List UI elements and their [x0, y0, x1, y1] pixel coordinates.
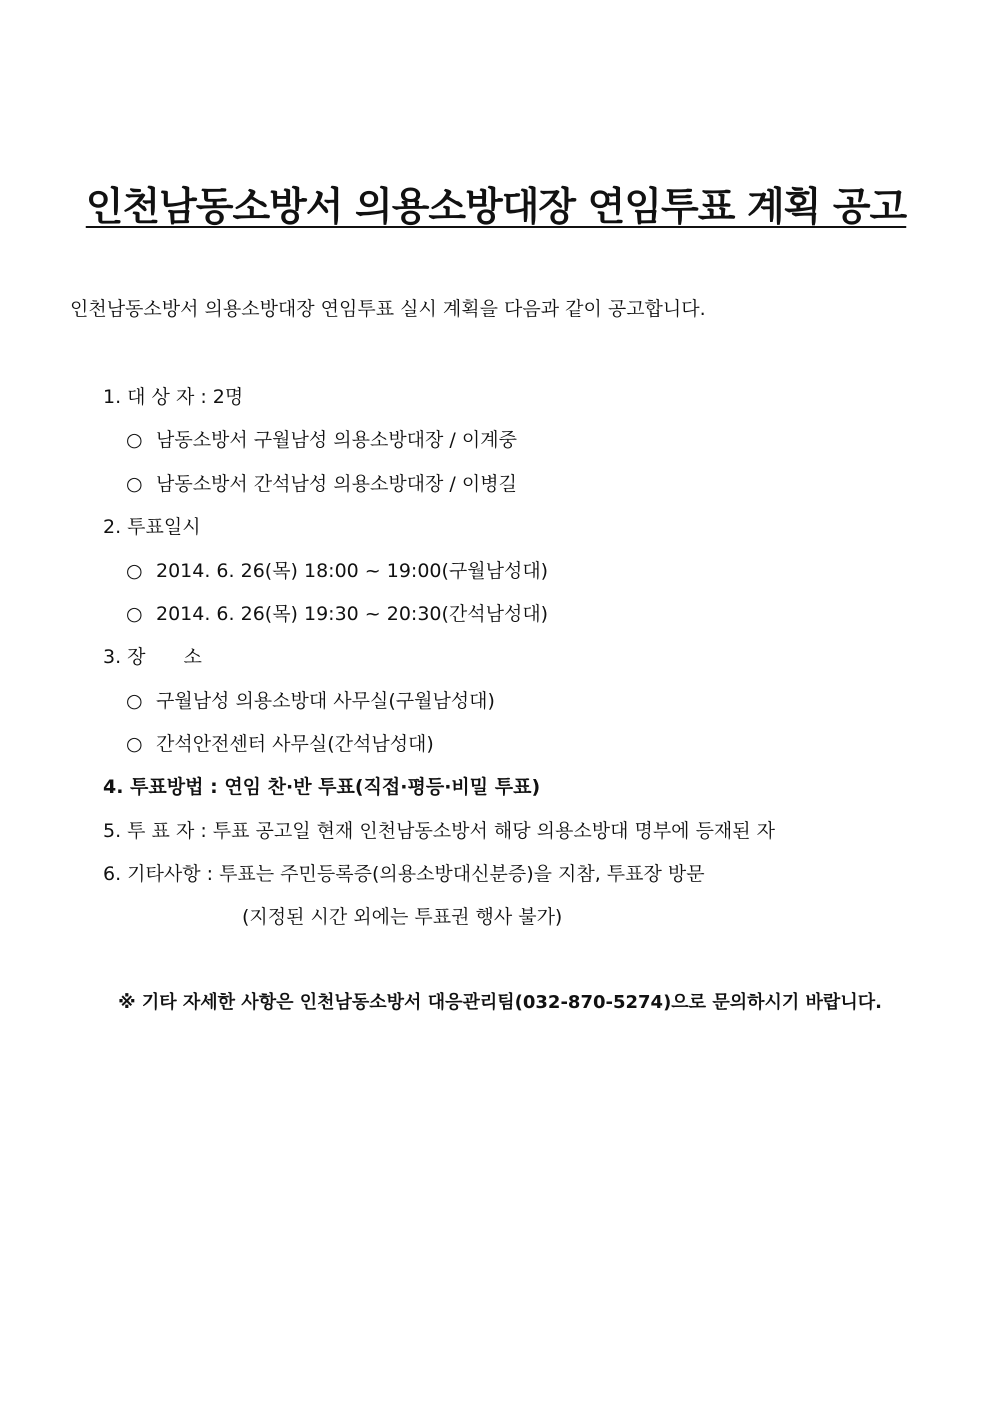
contact-note: ※ 기타 자세한 사항은 인천남동소방서 대응관리팀(032-870-5274)으로 문의하시기 바랍니다. — [118, 992, 882, 1013]
section-3-item — [126, 729, 434, 759]
circle-bullet-icon: ○ — [126, 560, 143, 582]
document-title: 인천남동소방서 의용소방대장 연임투표 계획 공고 — [85, 185, 907, 230]
section-2-item-text: 2014. 6. 26(목) 19:30 ~ 20:30(간석남성대) — [156, 603, 549, 625]
section-1-value: 2명 — [212, 386, 244, 408]
section-2-date — [103, 512, 201, 542]
intro-paragraph: 인천남동소방서 의용소방대장 연임투표 실시 계획을 다음과 같이 공고합니다. — [70, 298, 706, 320]
section-2-item-text: 2014. 6. 26(목) 18:00 ~ 19:00(구월남성대) — [156, 560, 549, 582]
circle-bullet-icon: ○ — [126, 473, 143, 495]
section-6-value: 투표는 주민등록증(의용소방대신분증)을 지참, 투표장 방문 — [219, 863, 705, 885]
section-3-item — [126, 686, 495, 716]
section-1-label: 1. 대 상 자 : — [103, 386, 207, 408]
circle-bullet-icon: ○ — [126, 690, 143, 712]
section-3-item-text: 구월남성 의용소방대 사무실(구월남성대) — [156, 690, 495, 712]
section-4-value: 연임 찬·반 투표(직접·평등·비밀 투표) — [224, 776, 541, 798]
circle-bullet-icon: ○ — [126, 603, 143, 625]
section-2-item — [126, 556, 548, 586]
section-1-item — [126, 469, 517, 499]
section-6-label: 6. 기타사항 : — [103, 863, 214, 885]
section-6-other — [103, 859, 705, 889]
section-1-item-text: 남동소방서 구월남성 의용소방대장 / 이계중 — [156, 429, 517, 451]
section-5-label: 5. 투 표 자 : — [103, 820, 207, 842]
section-3-label: 3. 장 소 — [103, 646, 202, 668]
section-3-place — [103, 642, 202, 672]
section-6-continuation: (지정된 시간 외에는 투표권 행사 불가) — [242, 906, 563, 928]
section-1-item-text: 남동소방서 간석남성 의용소방대장 / 이병길 — [156, 473, 517, 495]
section-1-item — [126, 425, 517, 455]
section-3-item-text: 간석안전센터 사무실(간석남성대) — [156, 733, 434, 755]
section-4-method — [103, 772, 540, 802]
section-4-label: 4. 투표방법 : — [103, 776, 218, 798]
section-5-value: 투표 공고일 현재 인천남동소방서 해당 의용소방대 명부에 등재된 자 — [212, 820, 776, 842]
section-1-target — [103, 382, 243, 412]
circle-bullet-icon: ○ — [126, 733, 143, 755]
section-2-label: 2. 투표일시 — [103, 516, 201, 538]
section-2-item — [126, 599, 548, 629]
section-5-voters — [103, 816, 775, 846]
circle-bullet-icon: ○ — [126, 429, 143, 451]
